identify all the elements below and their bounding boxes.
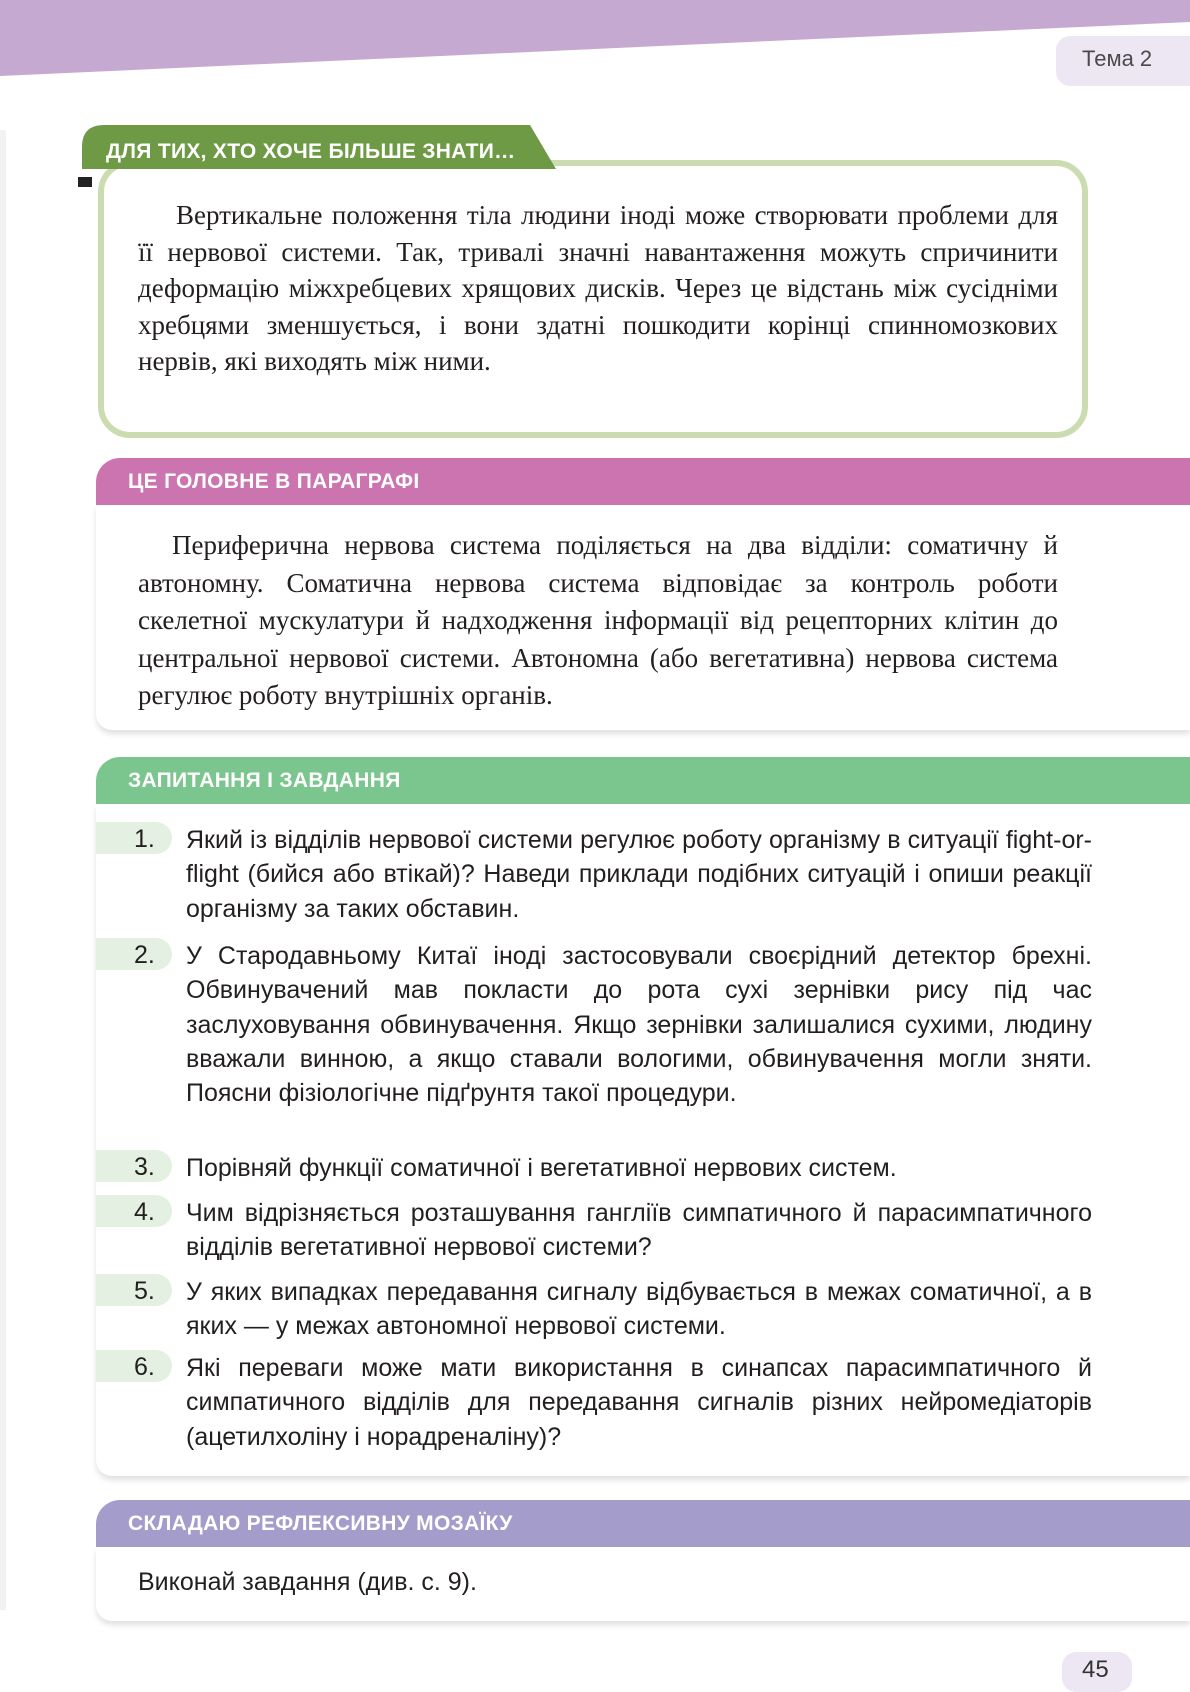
question-number: 1. — [134, 825, 155, 853]
top-decorative-band — [0, 0, 1190, 80]
question-number: 6. — [134, 1353, 155, 1381]
question-text: У яких випадках передавання сигналу відбувається в межах соматичної, а в яких — у межах автономної нервової системи. — [186, 1278, 1092, 1341]
reflection-title: СКЛАДАЮ РЕФЛЕКСИВНУ МОЗАЇКУ — [128, 1512, 513, 1535]
question-number: 3. — [134, 1153, 155, 1181]
reflection-header — [96, 1500, 1190, 1547]
question-number: 4. — [134, 1198, 155, 1226]
questions-header — [96, 757, 1190, 804]
question-text: Які переваги може мати використання в синапсах парасимпатичного й симпатичного відділів для передавання сигналів різних нейромедіаторів (ацетилхоліну і норадреналіну)? — [186, 1354, 1092, 1451]
question-text: Який із відділів нервової системи регулює роботу організму в ситуації fight-or-flight (бийся або втікай)? Наведи приклади подібних ситуацій і опиши реакції організму за таких обставин. — [186, 826, 1092, 923]
question-text: Порівняй функції соматичної і вегетативної нервових систем. — [186, 1154, 897, 1182]
question-text: Чим відрізняється розташування гангліїв симпатичного й парасимпатичного відділів вегетативної нервової системи? — [186, 1199, 1092, 1262]
main-section-text: Периферична нервова система поділяється на два відділи: соматичну й автономну. Соматична нервова система відповідає за контроль роботи скелетної мускулатури й надходження інформації від рецепторних клітин до центральної нервової системи. Автономна (або вегетативна) нервова система регулює роботу внутрішніх органів. — [138, 530, 1058, 710]
extra-box-text: Вертикальне положення тіла людини іноді може створювати проблеми для її нервової системи. Так, тривалі значні навантаження можуть спричинити деформацію міжхребцевих хрящових дисків. Через це відстань між сусідніми хребцями зменшується, і вони здатні пошкодити корінці спинномозкових нервів, які виходять між ними. — [138, 200, 1058, 377]
theme-label: Тема 2 — [1082, 46, 1153, 71]
question-number: 2. — [134, 941, 155, 969]
page-number: 45 — [1082, 1656, 1109, 1683]
main-section-header — [96, 458, 1190, 505]
question-text: У Стародавньому Китаї іноді застосовували своєрідний детектор брехні. Обвинувачений мав покласти до рота сухі зернівки рису під час заслуховування обвинувачення. Якщо зернівки залишалися сухими, людину вважали винною, а якщо ставали вологими, обвинувачення могли зняти. Поясни фізіологічне підґрунтя такої процедури. — [186, 942, 1092, 1108]
question-number: 5. — [134, 1277, 155, 1305]
left-margin-rule — [0, 130, 6, 1610]
questions-title: ЗАПИТАННЯ І ЗАВДАННЯ — [128, 769, 401, 792]
reflection-text: Виконай завдання (див. с. 9). — [138, 1568, 477, 1596]
extra-box-title: ДЛЯ ТИХ, ХТО ХОЧЕ БІЛЬШЕ ЗНАТИ… — [106, 140, 516, 163]
main-section-title: ЦЕ ГОЛОВНЕ В ПАРАГРАФІ — [128, 470, 420, 493]
